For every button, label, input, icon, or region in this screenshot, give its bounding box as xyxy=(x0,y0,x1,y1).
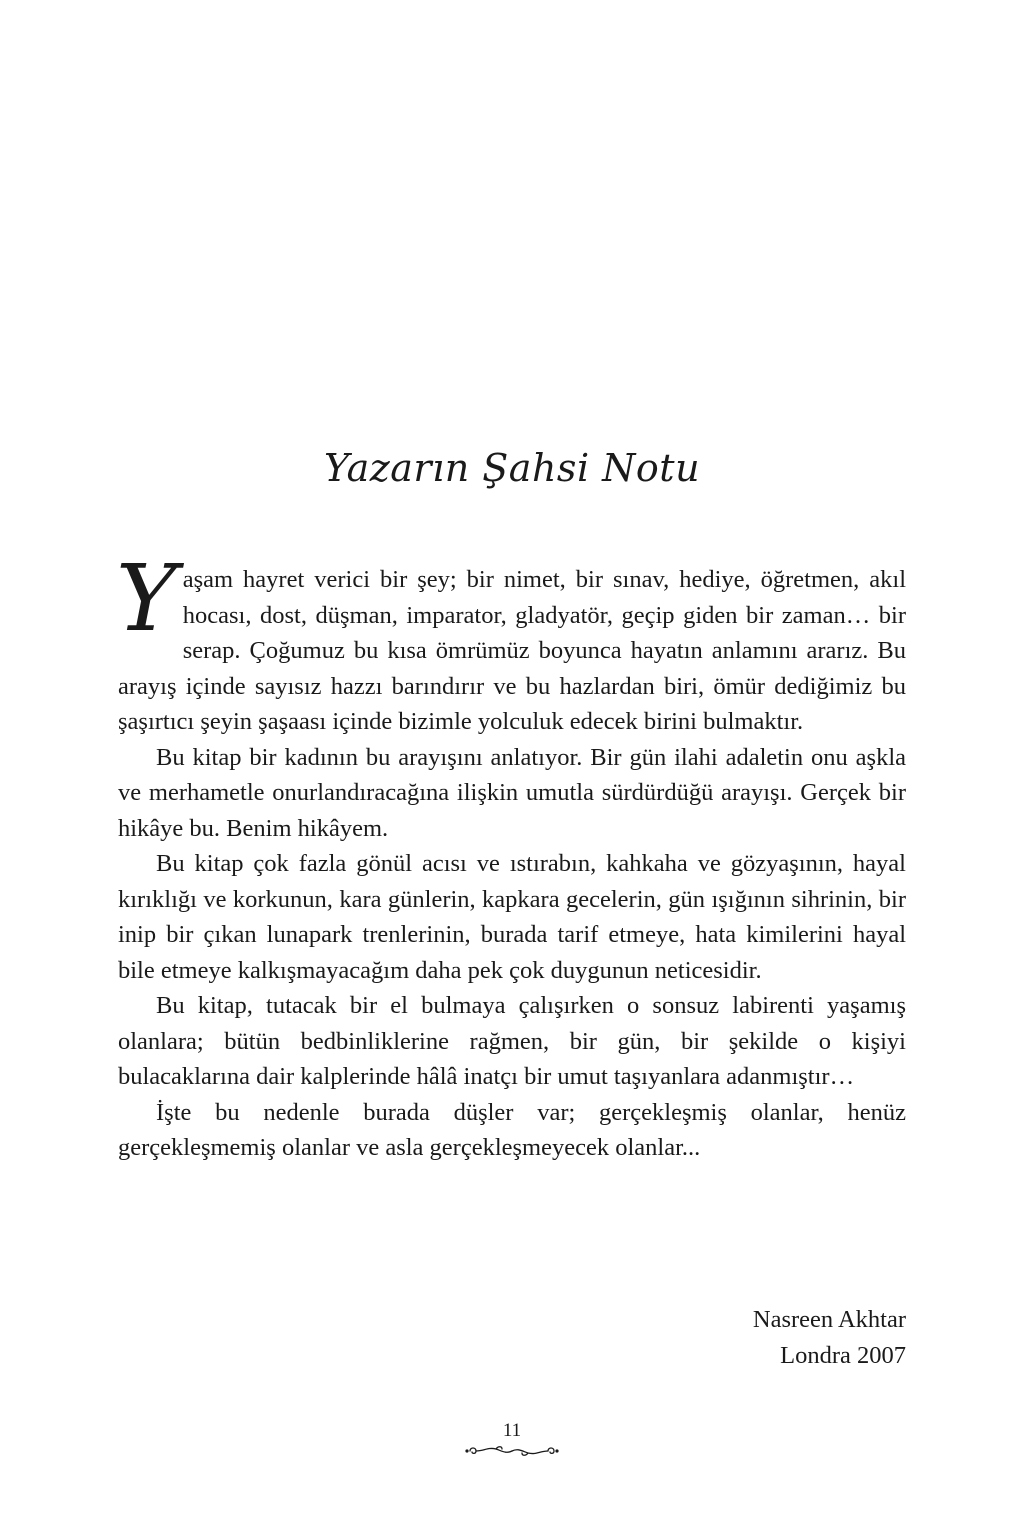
paragraph-1-text: aşam hayret verici bir şey; bir nimet, bir sınav, hediye, öğretmen, akıl hocası, dost, düşman, imparator, gladyatör, geçip giden bir zaman… bir serap. Çoğumuz bu kısa ömrümüz boyunca hayatın anlamını ararız. Bu arayış içinde sayısız hazzı barındırır ve bu hazlardan biri, ömür dediğimiz bu şaşırtıcı şeyin şaşaası içinde bizimle yolculuk edecek birini bulmaktır. xyxy=(118,566,906,735)
paragraph-2: Bu kitap bir kadının bu arayışını anlatıyor. Bir gün ilahi adaletin onu aşkla ve merhametle onurlandıracağına ilişkin umutla sürdürdüğü arayışı. Gerçek bir hikâye bu. Benim hikâyem. xyxy=(118,743,906,842)
paragraph-3: Bu kitap çok fazla gönül acısı ve ıstırabın, kahkaha ve gözyaşının, hayal kırıklığı ve korkunun, kara günlerin, kapkara gecelerin, gün ışığının sihrinin, bir inip bir çıkan lunapark trenlerinin, burada tarif etmeye, hata kimilerini hayal bile etmeye kalkışmayacağım daha pek çok duygunun neticesidir. xyxy=(118,850,906,984)
place-year: Londra 2007 xyxy=(780,1341,906,1369)
page-number: 11 xyxy=(502,1420,522,1441)
body-text xyxy=(116,545,906,1166)
author-name: Nasreen Akhtar xyxy=(752,1306,906,1333)
signature-block xyxy=(753,1302,906,1373)
paragraph-5: İşte bu nedenle burada düşler var; gerçekleşmiş olanlar, henüz gerçekleşmemiş olanlar ve asla gerçekleşmeyecek olanlar... xyxy=(118,1098,906,1161)
paragraph-1 xyxy=(116,545,906,740)
scroll-flourish-icon xyxy=(462,1443,562,1459)
drop-cap: Y xyxy=(116,545,177,652)
page-title: Yazarın Şahsi Notu xyxy=(323,446,701,490)
paragraph-4: Bu kitap, tutacak bir el bulmaya çalışırken o sonsuz labirenti yaşamış olanlara; bütün bedbinliklerine rağmen, bir gün, bir şekilde o kişiyi bulacaklarına dair kalplerinde hâlâ inatçı bir umut taşıyanlara adanmıştır… xyxy=(118,992,906,1090)
